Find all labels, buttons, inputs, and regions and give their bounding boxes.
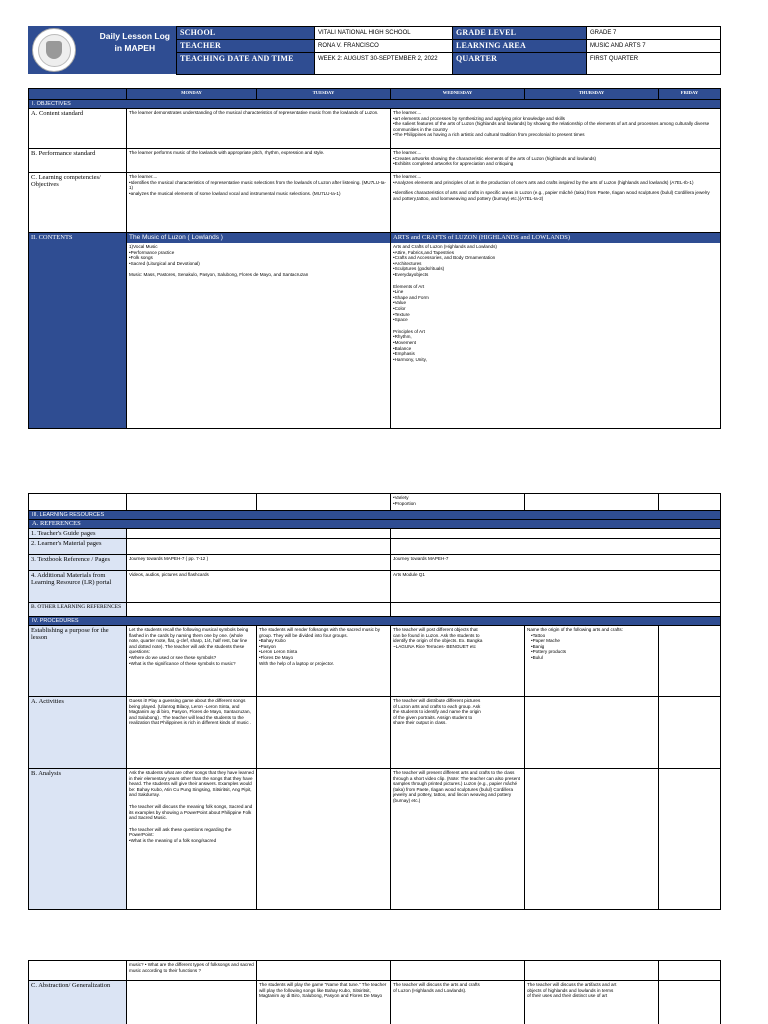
empty-cell bbox=[525, 769, 659, 910]
abstraction-thursday: The teacher will discuss the artifacts and art objects of highlands and lowlands in terms of their uses and their distinct use of art bbox=[525, 981, 659, 1024]
empty-cell bbox=[127, 603, 391, 617]
list-item: • Variety bbox=[393, 495, 522, 501]
learning-resources-section: III. LEARNING RESOURCES bbox=[29, 511, 721, 520]
references-row: A. REFERENCES bbox=[29, 520, 721, 529]
list-item: • Harmony, Unity, bbox=[393, 357, 718, 363]
list-item: • Sacred (Liturgical and Devotional) bbox=[129, 261, 388, 267]
list-item: • Emphasis bbox=[393, 351, 718, 357]
other-references-label: B. OTHER LEARNING REFERENCES bbox=[29, 603, 127, 617]
header-info-table bbox=[176, 26, 721, 75]
list-item: • What is the significance of these symbols to music? bbox=[129, 661, 254, 667]
establishing-purpose-label: Establishing a purpose for the lesson bbox=[29, 626, 127, 697]
activities-monday: Guess it! Play a guessing game about the different songs being played. (Ulanrog Bilaoy, Leron -Leron Sinta, and Magtanim ay di biro, Pasyon, Flores de Mayo, Santacruzan, and Salubong) . The teacher will lead the students to the realization that Philippines is rich in different kinds of music . bbox=[127, 697, 257, 769]
analysis-label: B. Analysis bbox=[29, 769, 127, 910]
grade-level-label: GRADE LEVEL bbox=[453, 27, 587, 40]
performance-standard-arts bbox=[391, 149, 721, 173]
comp-arts-intro: The learner.... bbox=[393, 174, 422, 179]
list-item: • Balance bbox=[393, 346, 718, 352]
list-item: • Analyzes elements and principles of art in the production of one's arts and crafts inspired by the arts of Luzon (highlands and lowlands) (A7EL-Ib-1) bbox=[393, 180, 718, 186]
teacher-value: RONA V. FRANCISCO bbox=[315, 40, 453, 53]
empty-cell bbox=[257, 769, 391, 910]
list-item: • Exhibits completed artworks for appreciation and critiquing bbox=[393, 161, 718, 167]
list-item: • Bahay Kubo bbox=[259, 638, 388, 644]
music-contents-head: The Music of Luzon ( Lowlands ) bbox=[127, 233, 390, 243]
day-monday: MONDAY bbox=[127, 89, 257, 100]
empty-cell bbox=[391, 529, 721, 539]
corner-cell bbox=[29, 89, 127, 100]
est-mon-text: Let the students recall the following musical symbols being flashed in the cards by naming them one by one. (whole note, quarter note, flat, g-clef, sharp, 1/4, half rest, bar line and dotted note). The teacher will ask the students these questions: bbox=[129, 627, 249, 655]
list-item: • Color bbox=[393, 306, 718, 312]
empty-cell bbox=[525, 697, 659, 769]
list-item: • Architectures bbox=[393, 261, 718, 267]
date-time-label: TEACHING DATE AND TIME bbox=[177, 53, 315, 75]
establishing-thursday bbox=[525, 626, 659, 697]
ana-mon-2: The teacher will discuss the meaning folk songs, Sacred and its examples by showing a PowerPoint about Philippine Folk and Sacred Music. bbox=[129, 803, 253, 821]
title-line-1: Daily Lesson Log bbox=[99, 31, 170, 41]
additional-music: Videos, audios, pictures and flashcards bbox=[127, 571, 391, 603]
empty-cell bbox=[391, 603, 721, 617]
elements-head: Elements of Art bbox=[393, 283, 425, 289]
list-item: • Bulul bbox=[531, 655, 656, 661]
header-banner bbox=[28, 26, 176, 74]
list-item: • Rhythm, bbox=[393, 334, 718, 340]
music-sub: 1)Vocal Music bbox=[129, 244, 158, 249]
list-item: • Tattoo bbox=[531, 633, 656, 639]
list-item: • Value bbox=[393, 300, 718, 306]
list-item: • Attire, Fabrics,and Tapestries bbox=[393, 250, 718, 256]
list-item: • Creates artworks showing the characteristic elements of the arts of Luzon (highlands and lowlands) bbox=[393, 156, 718, 162]
learning-area-value: MUSIC AND ARTS 7 bbox=[587, 40, 721, 53]
arts-contents-head: ARTS and CRAFTS of LUZON (HIGHLANDS and LOWLANDS) bbox=[391, 233, 720, 243]
music-note: Music: Mass, Pastores, Senakulo, Pasyon, Salubong, Flores de Mayo, and Santacruzan bbox=[129, 272, 309, 278]
performance-arts-intro: The learner.... bbox=[393, 150, 422, 155]
empty-cell bbox=[127, 529, 391, 539]
empty-cell bbox=[525, 494, 659, 511]
list-item: • What is the meaning of a folk song/sacred bbox=[129, 838, 254, 844]
contents-arts bbox=[391, 233, 721, 429]
title-line-2: in MAPEH bbox=[114, 43, 156, 53]
list-item: • Leron Leron Sinta bbox=[259, 649, 388, 655]
list-item: • The Philippines as having a rich artistic and cultural tradition from precolonial to present times bbox=[393, 132, 718, 138]
empty-cell bbox=[127, 494, 257, 511]
contents-label: II. CONTENTS bbox=[29, 233, 127, 429]
teacher-label: TEACHER bbox=[177, 40, 315, 53]
learners-material-label: 2. Learner's Material pages bbox=[29, 539, 127, 555]
principles-head: Principles of Art bbox=[393, 328, 425, 334]
empty-cell bbox=[391, 961, 525, 981]
list-item: • Proportion bbox=[393, 501, 522, 507]
list-item: • Identifies characteristics of arts and crafts in specific areas in Luzon (e.g., papier mâché (taka) from Paete, Ilagan wood sculptures (bulul) Cordillera jewelry and pottery,tattoo, and loomweaving and pottery (burnay) etc.)(A7EL-Ia-2) bbox=[393, 190, 718, 201]
teachers-guide-label: 1. Teacher's Guide pages bbox=[29, 529, 127, 539]
list-item: • Everydayobjects bbox=[393, 272, 718, 278]
est-thu-text: Name the origin of the following arts and crafts: bbox=[527, 627, 624, 632]
date-time-value: WEEK 2: AUGUST 30-SEPTEMBER 2, 2022 bbox=[315, 53, 453, 75]
list-item: • Paper Mache bbox=[531, 638, 656, 644]
activities-wednesday: The teacher will distribute different pictures of Luzon arts and crafts to each group. Ask the students to identify and name the origin of the given portraits. Assign student to share their output in class. bbox=[391, 697, 525, 769]
empty-cell bbox=[29, 961, 127, 981]
establishing-wednesday: The teacher will post different objects that can be found in Luzon. Ask the students to identify the origin of the objects. Ex. Bangka ~LAGUNA Rice Terraces- BENGUET etc bbox=[391, 626, 525, 697]
day-thursday: THURSDAY bbox=[525, 89, 659, 100]
list-item: • Where do we used or see these symbols? bbox=[129, 655, 254, 661]
content-standard-music: The learner demonstrates understanding of the musical characteristics of representative music from the lowlands of Luzon. bbox=[127, 109, 391, 149]
analysis-monday-continued: music? • What are the different types of folksongs and sacred music according to their functions ? bbox=[127, 961, 257, 981]
additional-arts: Arts Module Q1 bbox=[391, 571, 721, 603]
empty-cell bbox=[659, 626, 721, 697]
quarter-value: FIRST QUARTER bbox=[587, 53, 721, 75]
list-item: • the salient features of the arts of Luzon (highlands and lowlands) by showing the relationship of the elements of art and processes among culturally diverse communities in the country bbox=[393, 121, 718, 132]
abstraction-tuesday: The students will play the game "Name that tune." The teacher will play the following songs like Bahay Kubo, Sitsiritsit, Magtanim ay di Biro, Salubong, Pasyon and Flores De Mayo bbox=[257, 981, 391, 1024]
est-tue-text: The students will render folksongs with the sacred music by group. They will be divided into four groups. bbox=[259, 627, 381, 638]
analysis-wednesday: The teacher will present different arts and crafts to the class through a short video clip. (Note: The teacher can also present samples through printed pictures.) Luzon (e.g., papier mâché (taka) from Paete, Ilagan wood sculptures (bulul) Cordillera jewelry and pottery, tattoo, and lincon weaving and pottery (burnay) etc.) bbox=[391, 769, 525, 910]
list-item: • Line bbox=[393, 289, 718, 295]
arts-sub: Arts and Crafts of Luzon (Highlands and Lowlands) bbox=[393, 244, 497, 249]
list-item: • art elements and processes by synthesizing and applying prior knowledge and skills bbox=[393, 116, 718, 122]
contents-continued bbox=[391, 494, 525, 511]
list-item: • Pottery products bbox=[531, 649, 656, 655]
comp-music-1: •Identifies the musical characteristics of representative music selections from the lowlands of Luzon after listening. (MU7LU-Ia-1) bbox=[129, 179, 386, 191]
empty-cell bbox=[257, 697, 391, 769]
document-title bbox=[100, 30, 170, 54]
activities-label: A. Activities bbox=[29, 697, 127, 769]
objectives-table bbox=[28, 88, 721, 429]
competencies-arts bbox=[391, 173, 721, 233]
list-item: • Flores De Mayo bbox=[259, 655, 388, 661]
empty-cell bbox=[29, 494, 127, 511]
grade-level-value: GRADE 7 bbox=[587, 27, 721, 40]
day-tuesday: TUESDAY bbox=[257, 89, 391, 100]
empty-cell bbox=[659, 769, 721, 910]
content-standard-label: A. Content standard bbox=[29, 109, 127, 149]
procedures-section: IV. PROCEDURES bbox=[29, 617, 721, 626]
school-label: SCHOOL bbox=[177, 27, 315, 40]
comp-music-2: •analyzes the musical elements of some lowland vocal and instrumental music selections. (MU7LU-Ia-1) bbox=[129, 190, 341, 196]
list-item: • Folk songs bbox=[129, 255, 388, 261]
generalization-table bbox=[28, 960, 721, 1024]
empty-cell bbox=[525, 961, 659, 981]
objectives-section: I. OBJECTIVES bbox=[29, 100, 721, 109]
empty-cell bbox=[659, 961, 721, 981]
textbook-music: Journey towards MAPEH-7 ( pp. 7-12 ) bbox=[127, 555, 391, 571]
comp-music-intro: The learner.... bbox=[129, 174, 158, 179]
contents-music bbox=[127, 233, 391, 429]
list-item: • Space bbox=[393, 317, 718, 323]
school-value: VITALI NATIONAL HIGH SCHOOL bbox=[315, 27, 453, 40]
empty-cell bbox=[257, 494, 391, 511]
empty-cell bbox=[391, 539, 721, 555]
abstraction-label: C. Abstraction/ Generalization bbox=[29, 981, 127, 1024]
competencies-music bbox=[127, 173, 391, 233]
deped-seal-icon bbox=[32, 28, 76, 72]
empty-cell bbox=[659, 494, 721, 511]
empty-cell bbox=[659, 697, 721, 769]
list-item: • Movement bbox=[393, 340, 718, 346]
analysis-monday bbox=[127, 769, 257, 910]
list-item: • Crafts and Accessories, and Body Ornamentation bbox=[393, 255, 718, 261]
establishing-monday bbox=[127, 626, 257, 697]
list-item: • Banig bbox=[531, 644, 656, 650]
procedures-table bbox=[28, 493, 721, 910]
list-item: • Shape and Form bbox=[393, 295, 718, 301]
list-item: • Pasyon bbox=[259, 644, 388, 650]
content-arts-intro: The learner.... bbox=[393, 110, 422, 115]
list-item: • Texture bbox=[393, 312, 718, 318]
content-standard-arts bbox=[391, 109, 721, 149]
textbook-label: 3. Textbook Reference / Pages bbox=[29, 555, 127, 571]
empty-cell bbox=[127, 981, 257, 1024]
additional-materials-label: 4. Additional Materials from Learning Resource (LR) portal bbox=[29, 571, 127, 603]
establishing-tuesday bbox=[257, 626, 391, 697]
empty-cell bbox=[127, 539, 391, 555]
competencies-label: C. Learning competencies/ Objectives bbox=[29, 173, 127, 233]
performance-standard-music: The learner performs music of the lowlands with appropriate pitch, rhythm, expression and style. bbox=[127, 149, 391, 173]
list-item: • Sculptures (gods/rituals) bbox=[393, 266, 718, 272]
list-item: • Performance practice bbox=[129, 250, 388, 256]
textbook-arts: Journey towards MAPEH-7 bbox=[391, 555, 721, 571]
abstraction-wednesday: The teacher will discuss the arts and crafts of Luzon (Highlands and Lowlands). bbox=[391, 981, 525, 1024]
day-wednesday: WEDNESDAY bbox=[391, 89, 525, 100]
performance-standard-label: B. Performance standard bbox=[29, 149, 127, 173]
learning-area-label: LEARNING AREA bbox=[453, 40, 587, 53]
quarter-label: QUARTER bbox=[453, 53, 587, 75]
empty-cell bbox=[257, 961, 391, 981]
ana-mon-3: The teacher will ask these questions regarding the PowerPoint: bbox=[129, 826, 232, 838]
est-tue-note: With the help of a laptop or projector. bbox=[259, 660, 335, 666]
empty-cell bbox=[659, 981, 721, 1024]
ana-mon-1: Ask the students what are other songs that they have learned in their elementary years other than the songs that they have heard. The students will give their answers. Examples would be: Bahay Kubo, Atin Cu Pung Singsing, Sitsiritsit, Ang Pipit, and Sakdurray. bbox=[129, 770, 254, 798]
day-friday: FRIDAY bbox=[659, 89, 721, 100]
